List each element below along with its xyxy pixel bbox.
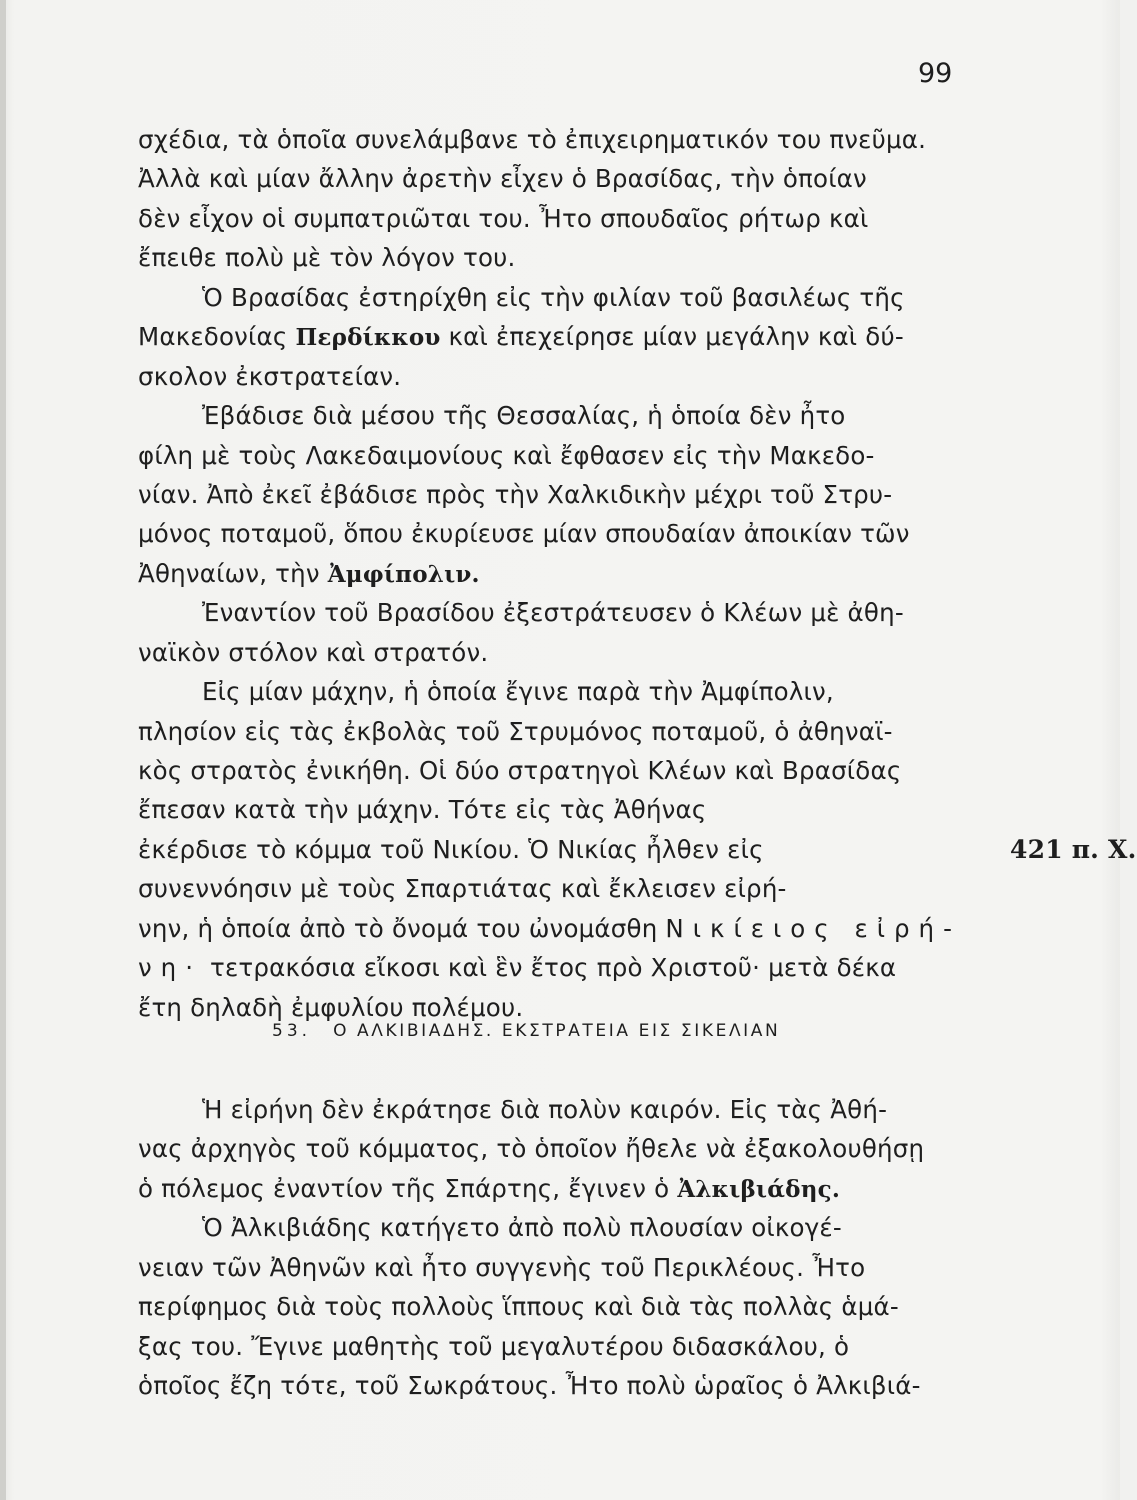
text-span: καὶ ἐπεχείρησε μίαν μεγάλην καὶ δύ-: [448, 322, 904, 352]
text-block-lower: [138, 1090, 1008, 1406]
text-span: ὁ πόλεμος ἐναντίον τῆς Σπάρτης, ἔγινεν ὁ: [138, 1173, 670, 1203]
text-line: Ἀλλὰ καὶ μίαν ἄλλην ἀρετὴν εἶχεν ὁ Βρασίδας, τὴν ὁποίαν: [138, 164, 867, 194]
text-block-upper: [138, 120, 1137, 1027]
text-line: φίλη μὲ τοὺς Λακεδαιμονίους καὶ ἔφθασεν εἰς τὴν Μακεδο-: [138, 440, 875, 470]
section-title: Ο ΑΛΚΙΒΙΑΔΗΣ. ΕΚΣΤΡΑΤΕΙΑ ΕΙΣ ΣΙΚΕΛΙΑΝ: [333, 1021, 781, 1041]
text-line: [138, 948, 1008, 987]
text-line: ὁποῖος ἔζη τότε, τοῦ Σωκράτους. Ἦτο πολὺ ὡραῖος ὁ Ἀλκιβιά-: [138, 1371, 921, 1401]
text-line: Ἐναντίον τοῦ Βρασίδου ἐξεστράτευσεν ὁ Κλέων μὲ ἀθη-: [202, 598, 904, 628]
text-line: συνεννόησιν μὲ τοὺς Σπαρτιάτας καὶ ἔκλεισεν εἰρή-: [138, 874, 787, 904]
text-line: Ἐβάδισε διὰ μέσου τῆς Θεσσαλίας, ἡ ὁποία δὲν ἦτο: [202, 401, 846, 431]
text-line: Ὁ Βρασίδας ἐστηρίχθη εἰς τὴν φιλίαν τοῦ βασιλέως τῆς: [202, 282, 905, 312]
text-line: νίαν. Ἀπὸ ἐκεῖ ἐβάδισε πρὸς τὴν Χαλκιδικὴν μέχρι τοῦ Στρυ-: [138, 479, 893, 509]
text-line: δὲν εἶχον οἱ συμπατριῶται του. Ἦτο σπουδαῖος ρήτωρ καὶ: [138, 203, 869, 233]
text-line: μόνος ποταμοῦ, ὅπου ἐκυρίευσε μίαν σπουδαίαν ἀποικίαν τῶν: [138, 519, 910, 549]
text-line: ξας του. Ἔγινε μαθητὴς τοῦ μεγαλυτέρου διδασκάλου, ὁ: [138, 1331, 850, 1361]
text-line: ἔπεσαν κατὰ τὴν μάχην. Τότε εἰς τὰς Ἀθήνας: [138, 795, 707, 825]
text-span: Ἀθηναίων, τὴν: [138, 558, 320, 588]
spaced-term: Νικίειος εἰρή-: [665, 913, 961, 943]
text-line: πλησίον εἰς τὰς ἐκβολὰς τοῦ Στρυμόνος ποταμοῦ, ὁ ἀθηναϊ-: [138, 716, 893, 746]
text-line: Εἰς μίαν μάχην, ἡ ὁποία ἔγινε παρὰ τὴν Ἀμφίπολιν,: [202, 677, 834, 707]
text-line: [138, 830, 1137, 869]
text-line: [138, 554, 1008, 593]
text-line: σχέδια, τὰ ὁποῖα συνελάμβανε τὸ ἐπιχειρηματικόν του πνεῦμα.: [138, 125, 927, 154]
spaced-term: νη·: [138, 953, 203, 983]
text-line: ἔτη δηλαδὴ ἐμφυλίου πολέμου.: [138, 992, 524, 1022]
page-number: 99: [918, 58, 953, 89]
section-number: 53.: [272, 1021, 312, 1041]
section-heading: [272, 1021, 780, 1041]
text-line: [138, 317, 1008, 356]
text-span: τετρακόσια εἴκοσι καὶ ἓν ἔτος πρὸ Χριστοῦ· μετὰ δέκα: [210, 953, 897, 983]
text-line: κὸς στρατὸς ἐνικήθη. Οἱ δύο στρατηγοὶ Κλέων καὶ Βρασίδας: [138, 756, 902, 785]
text-line: περίφημος διὰ τοὺς πολλοὺς ἵππους καὶ διὰ τὰς πολλὰς ἁμά-: [138, 1292, 899, 1322]
text-line: σκολον ἐκστρατείαν.: [138, 361, 402, 391]
text-line: ἔπειθε πολὺ μὲ τὸν λόγον του.: [138, 243, 516, 273]
page-binding-edge: [0, 0, 6, 1500]
text-span: Μακεδονίας: [138, 322, 288, 352]
text-span: ἐκέρδισε τὸ κόμμα τοῦ Νικίου. Ὁ Νικίας ἦλθεν εἰς: [138, 834, 764, 864]
text-line: Ὁ Ἀλκιβιάδης κατήγετο ἀπὸ πολὺ πλουσίαν οἰκογέ-: [202, 1213, 842, 1243]
bold-name-amphipolis: Ἀμφίπολιν.: [327, 560, 480, 588]
text-line: νας ἀρχηγὸς τοῦ κόμματος, τὸ ὁποῖον ἤθελε νὰ ἐξακολουθήσῃ: [138, 1134, 925, 1164]
margin-date: 421 π. Χ.: [1010, 834, 1137, 864]
text-span: νην, ἡ ὁποία ἀπὸ τὸ ὄνομά του ὠνομάσθη: [138, 913, 658, 943]
text-line: νειαν τῶν Ἀθηνῶν καὶ ἦτο συγγενὴς τοῦ Περικλέους. Ἦτο: [138, 1252, 866, 1282]
bold-name-perdikkas: Περδίκκου: [295, 324, 441, 352]
bold-name-alcibiades: Ἀλκιβιάδης.: [677, 1175, 841, 1203]
text-line: Ἡ εἰρήνη δὲν ἐκράτησε διὰ πολὺν καιρόν. Εἰς τὰς Ἀθή-: [202, 1095, 888, 1124]
text-line: [138, 1169, 1008, 1208]
text-line: [138, 909, 1008, 948]
text-line: ναϊκὸν στόλον καὶ στρατόν.: [138, 637, 489, 667]
